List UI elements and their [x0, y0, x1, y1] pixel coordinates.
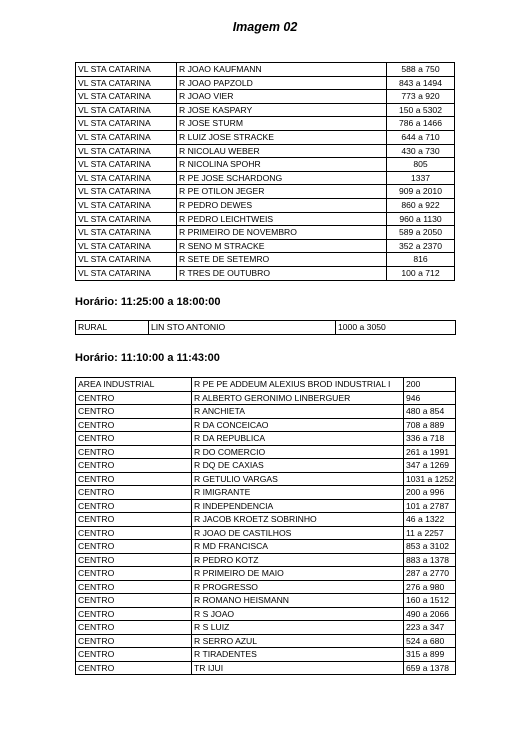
- district-cell: AREA INDUSTRIAL: [76, 378, 192, 392]
- table-row: [76, 321, 456, 335]
- number-range-cell: 960 a 1130: [387, 212, 455, 226]
- table-row: [76, 553, 456, 567]
- table-row: [76, 580, 456, 594]
- table-row: [76, 253, 455, 267]
- street-cell: R S JOAO: [192, 607, 404, 621]
- number-range-cell: 909 a 2010: [387, 185, 455, 199]
- number-range-cell: 946: [404, 391, 456, 405]
- table-row: [76, 405, 456, 419]
- number-range-cell: 347 a 1269: [404, 459, 456, 473]
- district-cell: VL STA CATARINA: [76, 76, 177, 90]
- table-row: [76, 621, 456, 635]
- district-cell: CENTRO: [76, 391, 192, 405]
- street-cell: R ANCHIETA: [192, 405, 404, 419]
- district-cell: VL STA CATARINA: [76, 198, 177, 212]
- number-range-cell: 490 a 2066: [404, 607, 456, 621]
- street-cell: R PEDRO KOTZ: [192, 553, 404, 567]
- district-cell: VL STA CATARINA: [76, 63, 177, 77]
- number-range-cell: 430 a 730: [387, 144, 455, 158]
- number-range-cell: 883 a 1378: [404, 553, 456, 567]
- table-body: [76, 63, 455, 281]
- street-cell: R JOSE KASPARY: [177, 103, 387, 117]
- street-cell: R INDEPENDENCIA: [192, 499, 404, 513]
- district-cell: VL STA CATARINA: [76, 117, 177, 131]
- district-cell: CENTRO: [76, 607, 192, 621]
- table-row: [76, 432, 456, 446]
- page-title: Imagem 02: [232, 20, 298, 34]
- street-cell: R NICOLINA SPOHR: [177, 158, 387, 172]
- street-cell: R JOSE STURM: [177, 117, 387, 131]
- number-range-cell: 223 a 347: [404, 621, 456, 635]
- district-cell: CENTRO: [76, 499, 192, 513]
- table-row: [76, 459, 456, 473]
- district-cell: CENTRO: [76, 580, 192, 594]
- street-cell: R S LUIZ: [192, 621, 404, 635]
- street-schedule-table-1: [75, 62, 455, 281]
- table-row: [76, 63, 455, 77]
- street-cell: R SETE DE SETEMRO: [177, 253, 387, 267]
- table-row: [76, 103, 455, 117]
- street-cell: R DA REPUBLICA: [192, 432, 404, 446]
- table-row: [76, 607, 456, 621]
- district-cell: CENTRO: [76, 513, 192, 527]
- street-cell: R IMIGRANTE: [192, 486, 404, 500]
- table-row: [76, 594, 456, 608]
- district-cell: CENTRO: [76, 418, 192, 432]
- table-row: [76, 378, 456, 392]
- street-cell: R PROGRESSO: [192, 580, 404, 594]
- street-cell: R PEDRO DEWES: [177, 198, 387, 212]
- district-cell: CENTRO: [76, 432, 192, 446]
- district-cell: CENTRO: [76, 634, 192, 648]
- district-cell: VL STA CATARINA: [76, 226, 177, 240]
- number-range-cell: 200 a 996: [404, 486, 456, 500]
- number-range-cell: 805: [387, 158, 455, 172]
- street-cell: R LUIZ JOSE STRACKE: [177, 130, 387, 144]
- table-row: [76, 185, 455, 199]
- street-cell: R SENO M STRACKE: [177, 239, 387, 253]
- street-cell: R JOAO DE CASTILHOS: [192, 526, 404, 540]
- number-range-cell: 860 a 922: [387, 198, 455, 212]
- table-row: [76, 226, 455, 240]
- street-cell: R ROMANO HEISMANN: [192, 594, 404, 608]
- street-cell: R PE JOSE SCHARDONG: [177, 171, 387, 185]
- table-row: [76, 158, 455, 172]
- table-row: [76, 212, 455, 226]
- table-body: [76, 321, 456, 335]
- street-cell: R PRIMEIRO DE NOVEMBRO: [177, 226, 387, 240]
- district-cell: VL STA CATARINA: [76, 266, 177, 280]
- table-row: [76, 526, 456, 540]
- district-cell: VL STA CATARINA: [76, 158, 177, 172]
- street-cell: R MD FRANCISCA: [192, 540, 404, 554]
- street-cell: R JOAO KAUFMANN: [177, 63, 387, 77]
- number-range-cell: 644 a 710: [387, 130, 455, 144]
- table-row: [76, 266, 455, 280]
- number-range-cell: 287 a 2770: [404, 567, 456, 581]
- street-cell: R JOAO VIER: [177, 90, 387, 104]
- street-schedule-table-2: [75, 320, 456, 335]
- table-body: [76, 378, 456, 675]
- table-row: [76, 198, 455, 212]
- number-range-cell: 200: [404, 378, 456, 392]
- number-range-cell: 659 a 1378: [404, 661, 456, 675]
- street-cell: R TRES DE OUTUBRO: [177, 266, 387, 280]
- district-cell: VL STA CATARINA: [76, 253, 177, 267]
- district-cell: VL STA CATARINA: [76, 212, 177, 226]
- number-range-cell: 588 a 750: [387, 63, 455, 77]
- table-row: [76, 239, 455, 253]
- number-range-cell: 480 a 854: [404, 405, 456, 419]
- district-cell: VL STA CATARINA: [76, 103, 177, 117]
- district-cell: CENTRO: [76, 661, 192, 675]
- district-cell: VL STA CATARINA: [76, 90, 177, 104]
- number-range-cell: 1031 a 1252: [404, 472, 456, 486]
- district-cell: CENTRO: [76, 621, 192, 635]
- number-range-cell: 150 a 5302: [387, 103, 455, 117]
- street-cell: R NICOLAU WEBER: [177, 144, 387, 158]
- number-range-cell: 816: [387, 253, 455, 267]
- district-cell: VL STA CATARINA: [76, 144, 177, 158]
- table-row: [76, 144, 455, 158]
- number-range-cell: 100 a 712: [387, 266, 455, 280]
- number-range-cell: 786 a 1466: [387, 117, 455, 131]
- district-cell: VL STA CATARINA: [76, 185, 177, 199]
- street-cell: R DA CONCEICAO: [192, 418, 404, 432]
- district-cell: CENTRO: [76, 648, 192, 662]
- district-cell: RURAL: [76, 321, 149, 335]
- number-range-cell: 11 a 2257: [404, 526, 456, 540]
- number-range-cell: 1337: [387, 171, 455, 185]
- table-row: [76, 540, 456, 554]
- table-row: [76, 499, 456, 513]
- district-cell: VL STA CATARINA: [76, 239, 177, 253]
- number-range-cell: 101 a 2787: [404, 499, 456, 513]
- number-range-cell: 773 a 920: [387, 90, 455, 104]
- district-cell: CENTRO: [76, 567, 192, 581]
- street-cell: R DO COMERCIO: [192, 445, 404, 459]
- district-cell: CENTRO: [76, 472, 192, 486]
- table-row: [76, 445, 456, 459]
- number-range-cell: 589 a 2050: [387, 226, 455, 240]
- district-cell: CENTRO: [76, 445, 192, 459]
- street-cell: R ALBERTO GERONIMO LINBERGUER: [192, 391, 404, 405]
- table-row: [76, 513, 456, 527]
- street-cell: R SERRO AZUL: [192, 634, 404, 648]
- number-range-cell: 843 a 1494: [387, 76, 455, 90]
- district-cell: VL STA CATARINA: [76, 171, 177, 185]
- table-row: [76, 171, 455, 185]
- number-range-cell: 708 a 889: [404, 418, 456, 432]
- table-row: [76, 90, 455, 104]
- table-row: [76, 567, 456, 581]
- number-range-cell: 276 a 980: [404, 580, 456, 594]
- number-range-cell: 160 a 1512: [404, 594, 456, 608]
- schedule-heading-centro: Horário: 11:10:00 a 11:43:00: [75, 352, 220, 364]
- number-range-cell: 524 a 680: [404, 634, 456, 648]
- table-row: [76, 472, 456, 486]
- table-row: [76, 76, 455, 90]
- table-row: [76, 661, 456, 675]
- street-cell: R GETULIO VARGAS: [192, 472, 404, 486]
- district-cell: CENTRO: [76, 526, 192, 540]
- street-cell: R JOAO PAPZOLD: [177, 76, 387, 90]
- table-row: [76, 418, 456, 432]
- street-schedule-table-3: [75, 377, 456, 675]
- street-cell: R PEDRO LEICHTWEIS: [177, 212, 387, 226]
- number-range-cell: 261 a 1991: [404, 445, 456, 459]
- number-range-cell: 336 a 718: [404, 432, 456, 446]
- street-cell: R PE PE ADDEUM ALEXIUS BROD INDUSTRIAL I: [192, 378, 404, 392]
- district-cell: VL STA CATARINA: [76, 130, 177, 144]
- street-cell: R PE OTILON JEGER: [177, 185, 387, 199]
- street-cell: R TIRADENTES: [192, 648, 404, 662]
- number-range-cell: 46 a 1322: [404, 513, 456, 527]
- district-cell: CENTRO: [76, 540, 192, 554]
- street-cell: LIN STO ANTONIO: [149, 321, 336, 335]
- district-cell: CENTRO: [76, 486, 192, 500]
- table-row: [76, 634, 456, 648]
- table-row: [76, 486, 456, 500]
- table-row: [76, 391, 456, 405]
- district-cell: CENTRO: [76, 405, 192, 419]
- table-row: [76, 117, 455, 131]
- district-cell: CENTRO: [76, 459, 192, 473]
- table-row: [76, 130, 455, 144]
- street-cell: R PRIMEIRO DE MAIO: [192, 567, 404, 581]
- table-row: [76, 648, 456, 662]
- number-range-cell: 1000 a 3050: [336, 321, 456, 335]
- number-range-cell: 352 a 2370: [387, 239, 455, 253]
- schedule-heading-rural: Horário: 11:25:00 a 18:00:00: [75, 296, 221, 308]
- street-cell: TR IJUI: [192, 661, 404, 675]
- number-range-cell: 853 a 3102: [404, 540, 456, 554]
- number-range-cell: 315 a 899: [404, 648, 456, 662]
- street-cell: R JACOB KROETZ SOBRINHO: [192, 513, 404, 527]
- street-cell: R DQ DE CAXIAS: [192, 459, 404, 473]
- district-cell: CENTRO: [76, 553, 192, 567]
- district-cell: CENTRO: [76, 594, 192, 608]
